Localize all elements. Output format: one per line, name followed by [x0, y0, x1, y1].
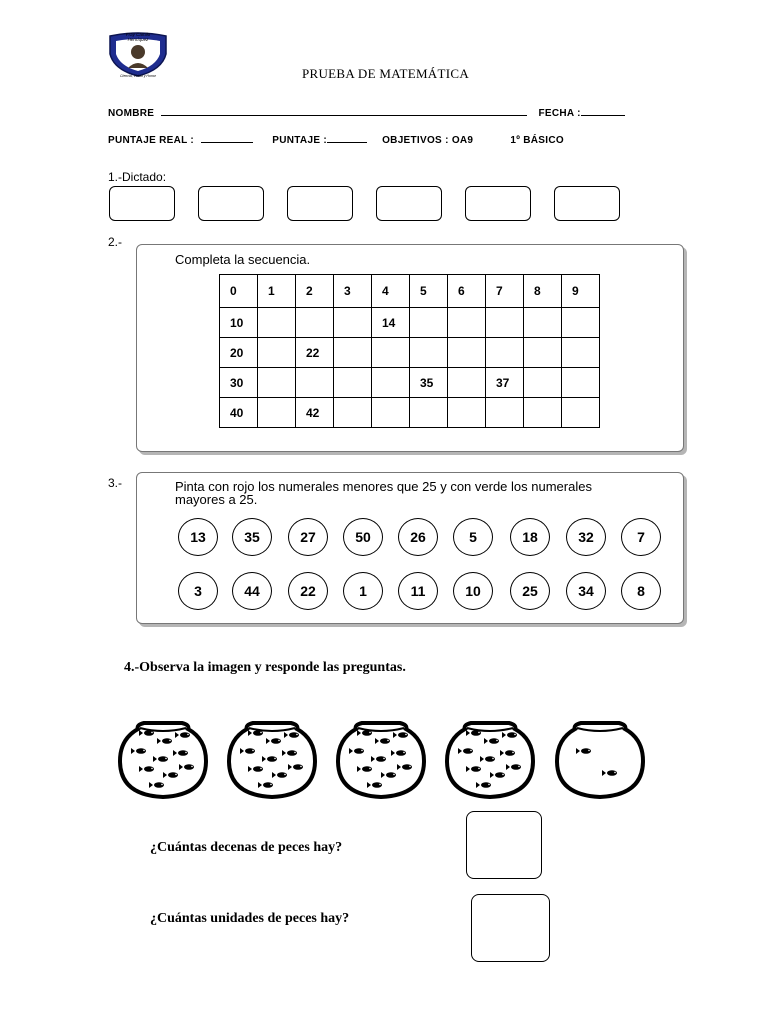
numeral-circle[interactable]: 22: [288, 572, 328, 610]
sequence-cell[interactable]: [410, 308, 448, 338]
numeral-circle[interactable]: 44: [232, 572, 272, 610]
sequence-cell[interactable]: [524, 398, 562, 428]
sequence-cell: 2: [296, 275, 334, 308]
sequence-cell: 22: [296, 338, 334, 368]
nombre-label: NOMBRE: [108, 108, 155, 119]
name-row: [108, 106, 625, 119]
sequence-cell: 3: [334, 275, 372, 308]
sequence-cell[interactable]: [448, 338, 486, 368]
sequence-cell: 14: [372, 308, 410, 338]
logo-text-1: Fray Camilo: [125, 32, 151, 37]
numeral-circle[interactable]: 7: [621, 518, 661, 556]
numeral-circle[interactable]: 11: [398, 572, 438, 610]
dictation-box[interactable]: [554, 186, 620, 221]
sequence-cell[interactable]: [258, 368, 296, 398]
sequence-cell[interactable]: [486, 308, 524, 338]
sequence-cell[interactable]: [562, 368, 600, 398]
sequence-cell: 42: [296, 398, 334, 428]
sequence-cell[interactable]: [334, 338, 372, 368]
nombre-field[interactable]: [161, 106, 527, 116]
numeral-circle[interactable]: 8: [621, 572, 661, 610]
grade-label: 1º BÁSICO: [510, 135, 564, 146]
sequence-cell: 8: [524, 275, 562, 308]
numeral-circle[interactable]: 50: [343, 518, 383, 556]
numeral-circle[interactable]: 18: [510, 518, 550, 556]
sequence-cell[interactable]: [524, 338, 562, 368]
sequence-cell: 6: [448, 275, 486, 308]
numeral-circle[interactable]: 26: [398, 518, 438, 556]
dictation-box[interactable]: [465, 186, 531, 221]
sequence-cell: 10: [220, 308, 258, 338]
sequence-cell[interactable]: [258, 338, 296, 368]
answer-box-tens[interactable]: [466, 811, 542, 879]
page-title: PRUEBA DE MATEMÁTICA: [301, 66, 470, 81]
sequence-row: [220, 338, 600, 368]
sequence-cell: 20: [220, 338, 258, 368]
numeral-circle[interactable]: 3: [178, 572, 218, 610]
sequence-cell[interactable]: [258, 308, 296, 338]
puntaje-real-label: PUNTAJE REAL :: [108, 135, 195, 146]
fishbowl-icon: [441, 715, 539, 801]
sequence-cell[interactable]: [372, 338, 410, 368]
sequence-cell[interactable]: [562, 398, 600, 428]
logo-text-3: Ciencia, Virtud y Honor: [120, 74, 156, 78]
fecha-label: FECHA :: [538, 108, 581, 119]
sequence-cell[interactable]: [258, 398, 296, 428]
fishbowl-icon: [332, 715, 430, 801]
sequence-cell[interactable]: [410, 338, 448, 368]
q2-instruction: Completa la secuencia.: [175, 252, 311, 267]
logo-text-2: Henríquez: [127, 37, 149, 42]
q1-label: 1.-Dictado:: [108, 170, 167, 184]
puntaje-field[interactable]: [327, 133, 367, 143]
dictation-box[interactable]: [198, 186, 264, 221]
sequence-cell[interactable]: [486, 398, 524, 428]
sequence-cell[interactable]: [448, 308, 486, 338]
sequence-cell: 37: [486, 368, 524, 398]
question-tens: ¿Cuántas decenas de peces hay?: [150, 840, 343, 855]
sequence-cell: 7: [486, 275, 524, 308]
question-units: ¿Cuántas unidades de peces hay?: [150, 911, 350, 926]
numeral-circle[interactable]: 32: [566, 518, 606, 556]
sequence-cell[interactable]: [562, 308, 600, 338]
dictation-box[interactable]: [287, 186, 353, 221]
sequence-table: [219, 274, 600, 428]
fishbowl-icon: [223, 715, 321, 801]
sequence-cell[interactable]: [524, 368, 562, 398]
sequence-cell: 9: [562, 275, 600, 308]
sequence-row: [220, 275, 600, 308]
sequence-cell: 40: [220, 398, 258, 428]
q3-label: 3.-: [108, 476, 123, 490]
sequence-cell[interactable]: [562, 338, 600, 368]
sequence-cell[interactable]: [334, 368, 372, 398]
score-row: [108, 133, 564, 146]
sequence-cell[interactable]: [334, 308, 372, 338]
dictation-box[interactable]: [376, 186, 442, 221]
q3-instruction-line-1: Pinta con rojo los numerales menores que 25 y con verde los numerales: [175, 479, 592, 494]
sequence-cell[interactable]: [296, 368, 334, 398]
sequence-cell: 0: [220, 275, 258, 308]
numeral-circle[interactable]: 34: [566, 572, 606, 610]
fecha-field[interactable]: [581, 106, 625, 116]
numeral-circle[interactable]: 5: [453, 518, 493, 556]
sequence-row: [220, 368, 600, 398]
numeral-circle[interactable]: 13: [178, 518, 218, 556]
sequence-cell: 35: [410, 368, 448, 398]
sequence-cell[interactable]: [410, 398, 448, 428]
sequence-cell[interactable]: [372, 398, 410, 428]
sequence-row: [220, 308, 600, 338]
answer-box-units[interactable]: [471, 894, 550, 962]
fishbowl-icon: [114, 715, 212, 801]
sequence-cell[interactable]: [486, 338, 524, 368]
numeral-circle[interactable]: 25: [510, 572, 550, 610]
puntaje-real-field[interactable]: [201, 133, 253, 143]
q4-title: 4.-Observa la imagen y responde las preguntas.: [124, 660, 406, 675]
numeral-circle[interactable]: 35: [232, 518, 272, 556]
sequence-cell: 30: [220, 368, 258, 398]
sequence-cell[interactable]: [334, 398, 372, 428]
sequence-cell: 5: [410, 275, 448, 308]
sequence-cell[interactable]: [524, 308, 562, 338]
fishbowl-icon: [551, 715, 649, 801]
dictation-box[interactable]: [109, 186, 175, 221]
sequence-row: [220, 398, 600, 428]
numeral-circle[interactable]: 27: [288, 518, 328, 556]
sequence-cell[interactable]: [448, 368, 486, 398]
objetivos-label: OBJETIVOS : OA9: [382, 135, 474, 146]
sequence-cell[interactable]: [372, 368, 410, 398]
sequence-cell[interactable]: [296, 308, 334, 338]
q3-instruction: [175, 480, 680, 506]
q2-label: 2.-: [108, 235, 123, 249]
numeral-circle[interactable]: 1: [343, 572, 383, 610]
numeral-circle[interactable]: 10: [453, 572, 493, 610]
puntaje-label: PUNTAJE :: [272, 135, 327, 146]
q3-instruction-line-2: mayores a 25.: [175, 492, 258, 507]
sequence-cell: 1: [258, 275, 296, 308]
sequence-cell: 4: [372, 275, 410, 308]
sequence-cell[interactable]: [448, 398, 486, 428]
